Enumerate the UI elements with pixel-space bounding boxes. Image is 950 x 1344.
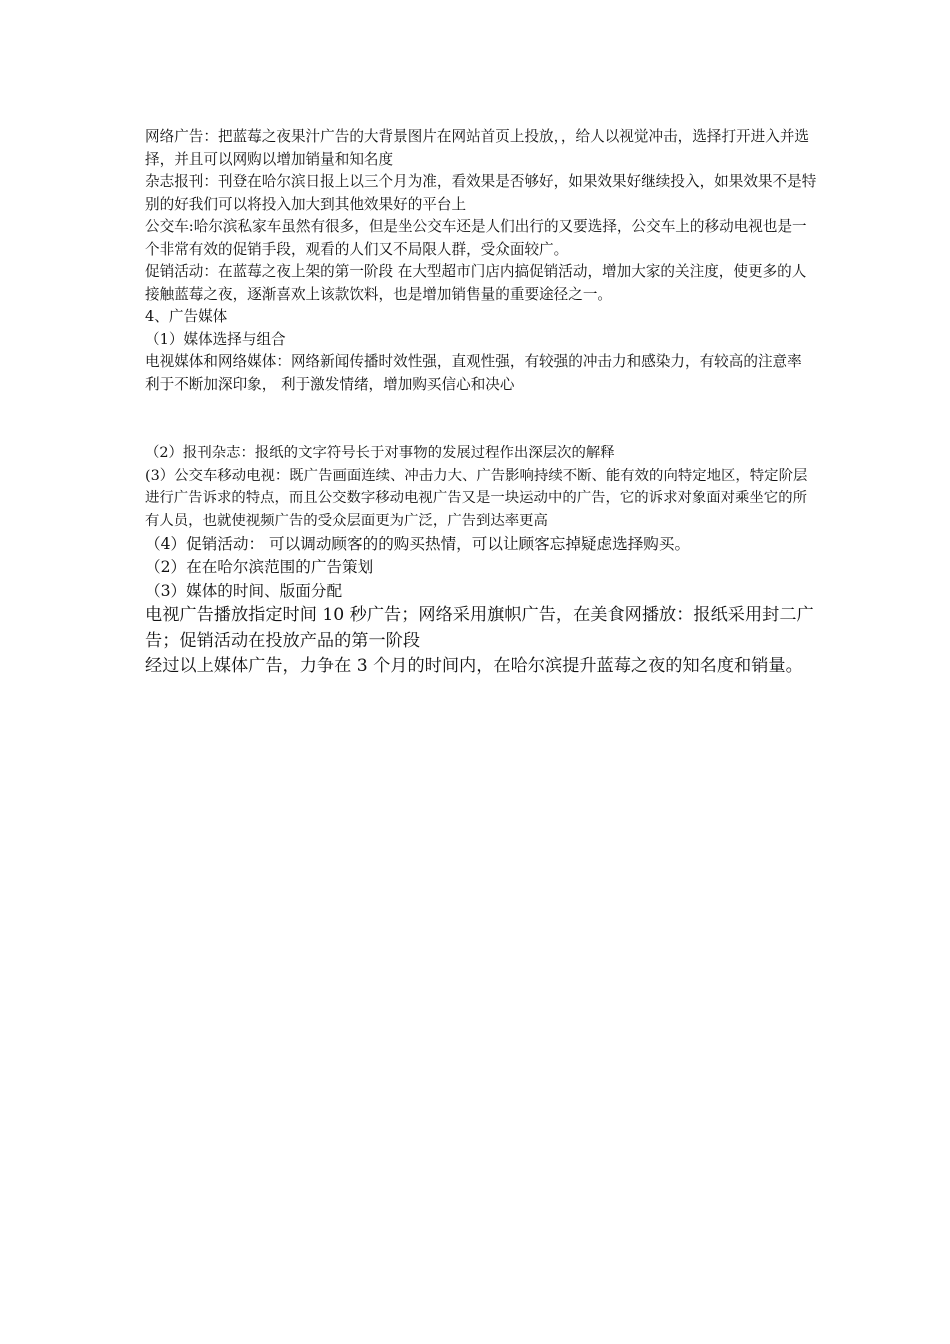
subheading-media-selection: （1）媒体选择与组合 [145,330,286,348]
paragraph-bus-ads: 公交车:哈尔滨私家车虽然有很多，但是坐公交车还是人们出行的又要选择，公交车上的移动电视也是一个非常有效的促销手段，观看的人们又不局限人群，受众面较广。 [145,218,807,258]
paragraph-schedule: 电视广告播放指定时间 10 秒广告；网络采用旗帜广告，在美食网播放：报纸采用封二广告；促销活动在投放产品的第一阶段 [145,605,814,651]
heading-ad-media: 4、广告媒体 [145,308,228,325]
subheading-time-layout: （3）媒体的时间、版面分配 [145,581,343,600]
paragraph-promotion: 促销活动：在蓝莓之夜上架的第一阶段 在大型超市门店内搞促销活动，增加大家的关注度，使更多的人接触蓝莓之夜，逐渐喜欢上该款饮料，也是增加销售量的重要途径之一。 [145,263,807,303]
document-body [145,126,817,680]
subheading-harbin-plan: （2）在在哈尔滨范围的广告策划 [145,558,374,577]
paragraph-tv-network-media: 电视媒体和网络媒体：网络新闻传播时效性强，直观性强，有较强的冲击力和感染力，有较高的注意率 利于不断加深印象， 利于激发情绪，增加购买信心和决心 [145,353,802,393]
paragraph-conclusion: 经过以上媒体广告，力争在 3 个月的时间内，在哈尔滨提升蓝莓之夜的知名度和销量。 [145,656,803,677]
paragraph-bus-mobile-tv: (3）公交车移动电视：既广告画面连续、冲击力大、广告影响持续不断、能有效的向特定地区，特定阶层进行广告诉求的特点，而且公交数字移动电视广告又是一块运动中的广告，它的诉求对象面对乘坐它的所有人员，也就使视频广告的受众层面更为广泛，广告到达率更高 [145,467,808,530]
paragraph-magazine-ads: 杂志报刊：刊登在哈尔滨日报上以三个月为准，看效果是否够好，如果效果好继续投入，如果效果不是特别的好我们可以将投入加大到其他效果好的平台上 [145,173,817,213]
paragraph-network-ads: 网络广告：把蓝莓之夜果汁广告的大背景图片在网站首页上投放，，给人以视觉冲击，选择打开进入并选择，并且可以网购以增加销量和知名度 [145,128,810,168]
paragraph-promotion-activity: （4）促销活动： 可以调动顾客的的购买热情，可以让顾客忘掉疑虑选择购买。 [145,534,691,553]
blank-space [145,396,817,442]
paragraph-newspaper: （2）报刊杂志：报纸的文字符号长于对事物的发展过程作出深层次的解释 [145,445,615,461]
